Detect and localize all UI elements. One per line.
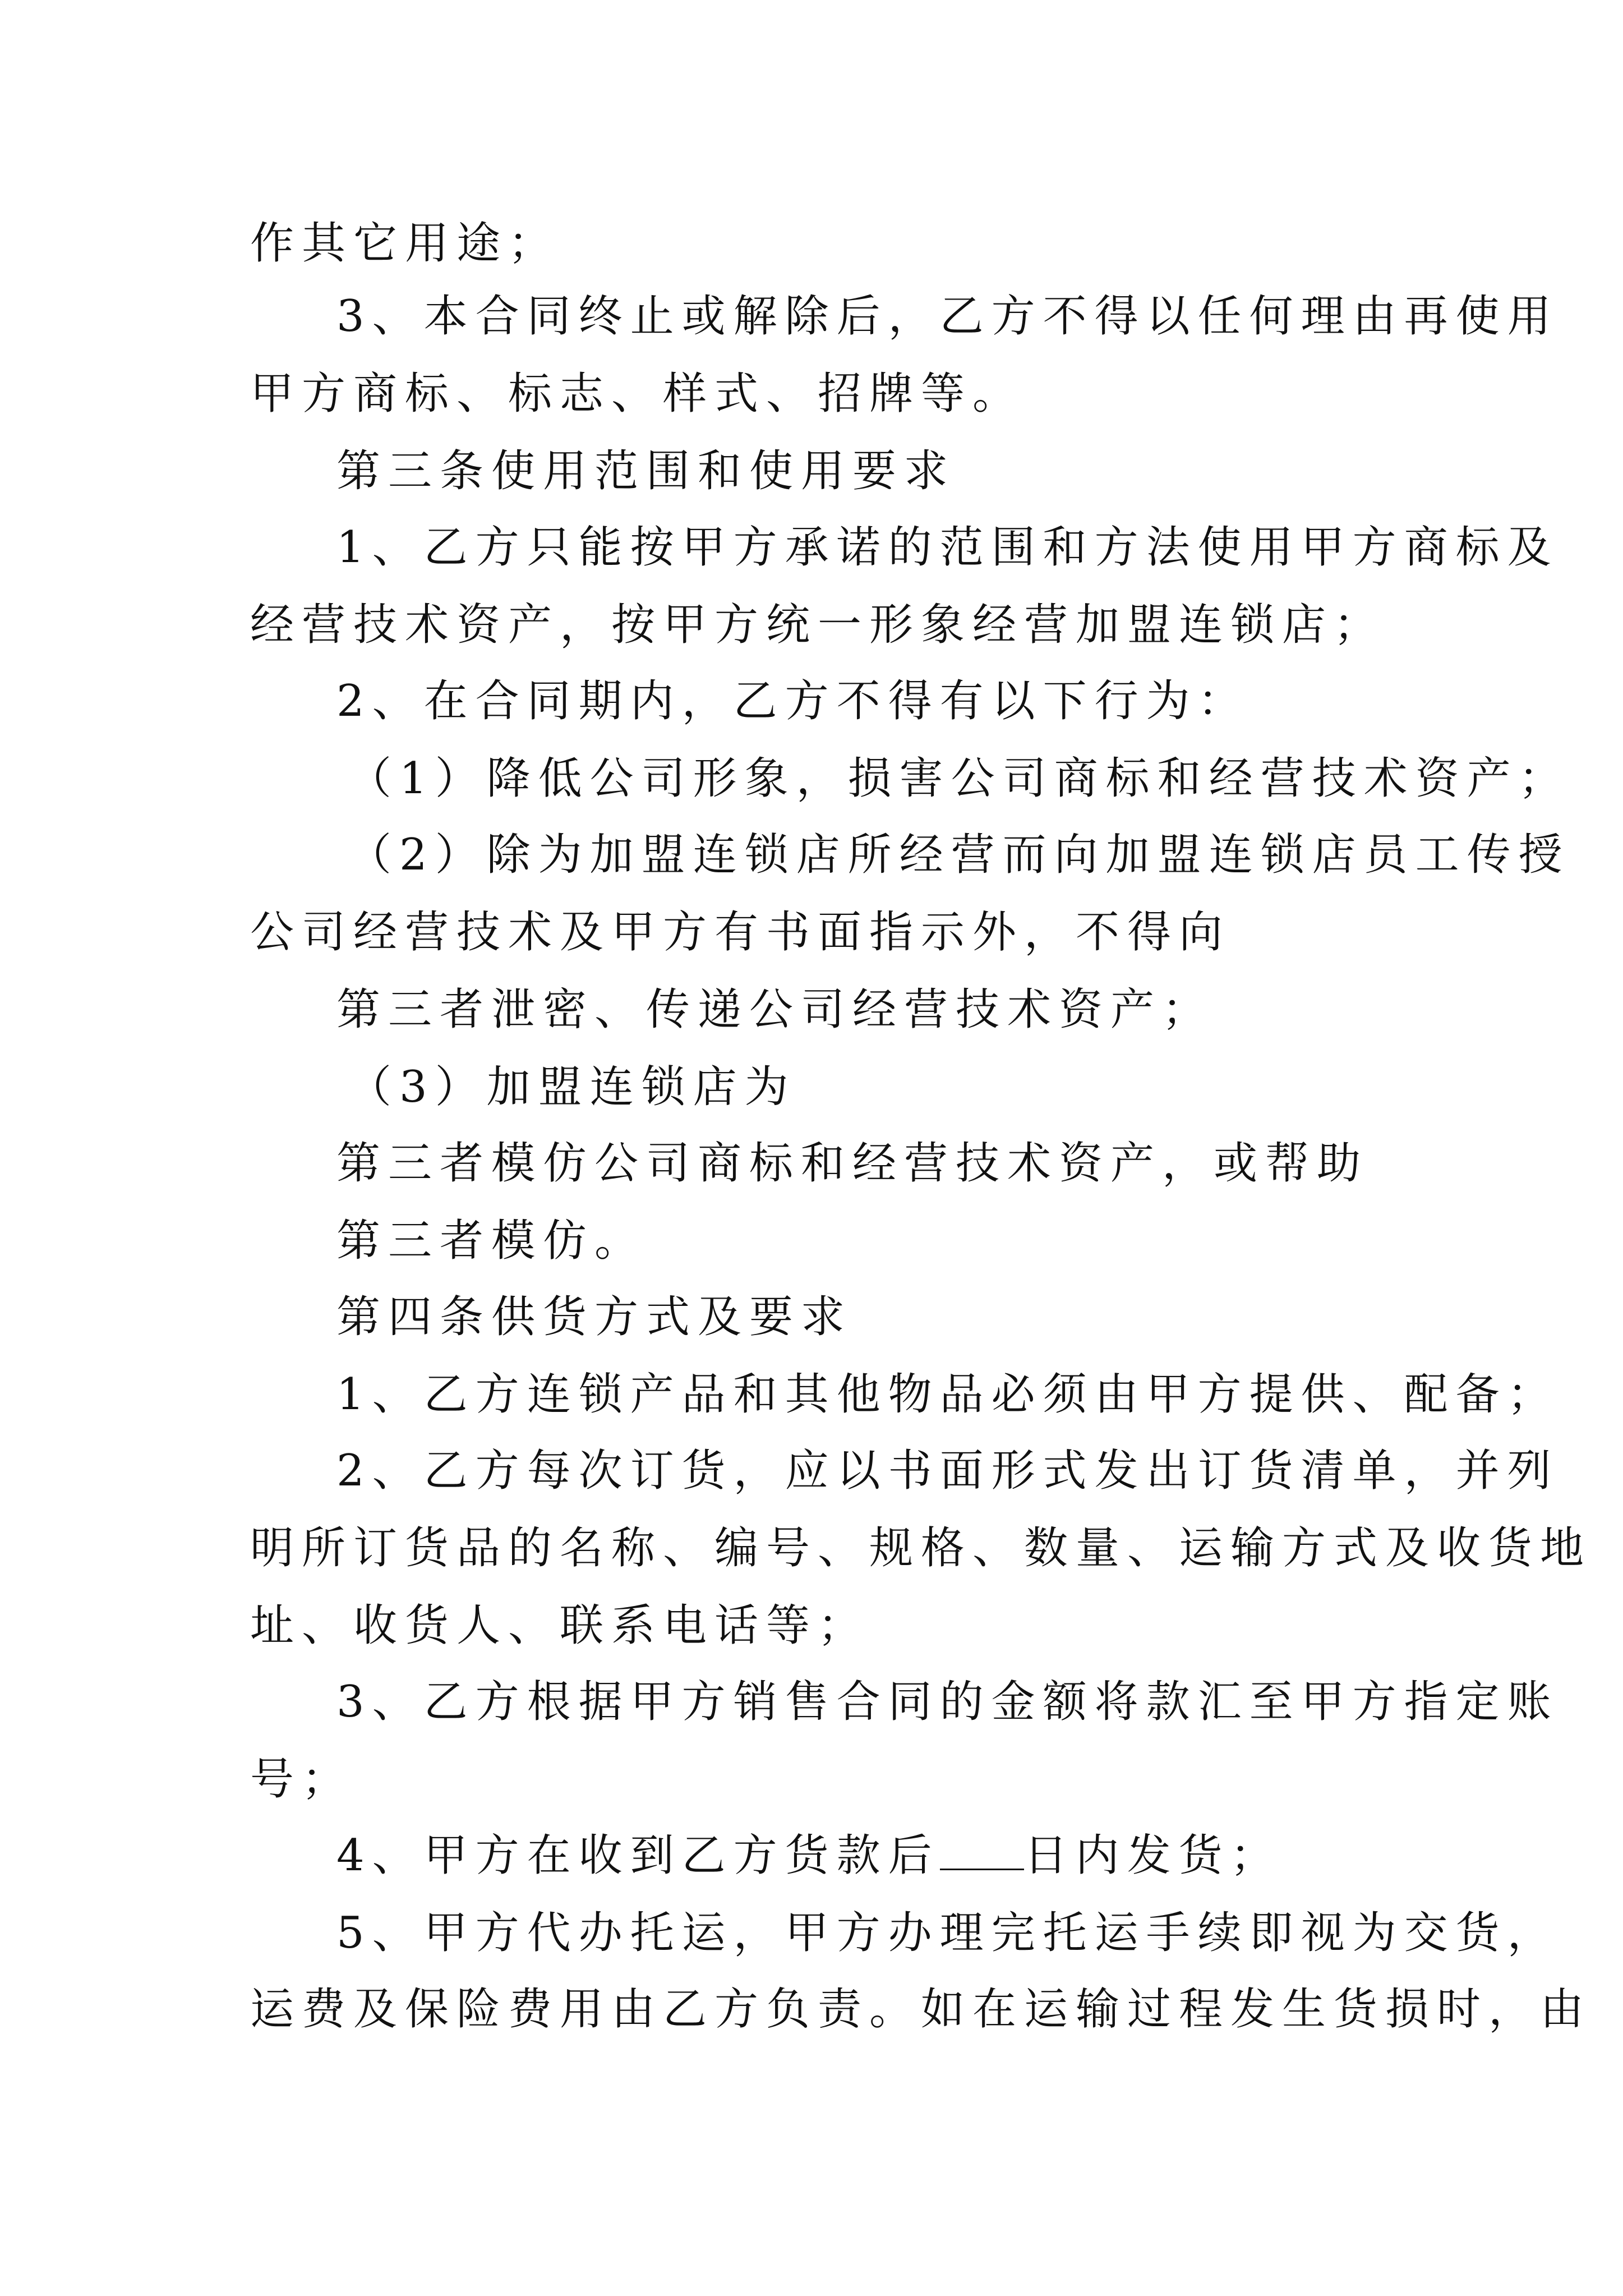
paragraph-line xyxy=(336,1828,1282,1884)
section-heading: 第四条供货方式及要求 xyxy=(336,1292,853,1342)
paragraph-line: 甲方商标、标志、样式、招牌等。 xyxy=(250,369,1025,419)
paragraph-line: 5、甲方代办托运，甲方办理完托运手续即视为交货， xyxy=(336,1908,1559,1958)
paragraph-line: 1、乙方连锁产品和其他物品必须由甲方提供、配备； xyxy=(336,1369,1559,1420)
paragraph-line: 公司经营技术及甲方有书面指示外，不得向 xyxy=(250,907,1231,958)
paragraph-line: 明所订货品的名称、编号、规格、数量、运输方式及收货地 xyxy=(250,1523,1592,1573)
paragraph-line: 2、乙方每次订货，应以书面形式发出订货清单，并列 xyxy=(336,1446,1559,1496)
paragraph-line: 第三者模仿公司商标和经营技术资产，或帮助 xyxy=(336,1138,1369,1189)
line-text-before-blank: 4、甲方在收到乙方货款后 xyxy=(336,1830,940,1881)
paragraph-line: 号； xyxy=(250,1754,354,1805)
paragraph-line: （2）除为加盟连锁店所经营而向加盟连锁店员工传授 xyxy=(348,830,1570,880)
section-heading: 第三条使用范围和使用要求 xyxy=(336,446,956,496)
line-text-after-blank: 日内发货； xyxy=(1023,1830,1282,1881)
paragraph-line: 址、收货人、联系电话等； xyxy=(250,1600,870,1651)
paragraph-line: 2、在合同期内，乙方不得有以下行为： xyxy=(336,676,1249,726)
paragraph-line: 3、本合同终止或解除后，乙方不得以任何理由再使用 xyxy=(336,291,1559,342)
paragraph-line: （3）加盟连锁店为 xyxy=(348,1062,796,1112)
paragraph-line: 作其它用途； xyxy=(250,218,560,269)
paragraph-line: 运费及保险费用由乙方负责。如在运输过程发生货损时，由 xyxy=(250,1984,1592,2035)
paragraph-line: 第三者泄密、传递公司经营技术资产； xyxy=(336,984,1214,1035)
paragraph-line: 1、乙方只能按甲方承诺的范围和方法使用甲方商标及 xyxy=(336,522,1559,573)
paragraph-line: （1）降低公司形象，损害公司商标和经营技术资产； xyxy=(348,753,1570,804)
fill-in-blank xyxy=(940,1834,1024,1870)
paragraph-line: 3、乙方根据甲方销售合同的金额将款汇至甲方指定账 xyxy=(336,1677,1559,1727)
paragraph-line: 经营技术资产，按甲方统一形象经营加盟连锁店； xyxy=(250,600,1386,650)
paragraph-line: 第三者模仿。 xyxy=(336,1216,647,1266)
